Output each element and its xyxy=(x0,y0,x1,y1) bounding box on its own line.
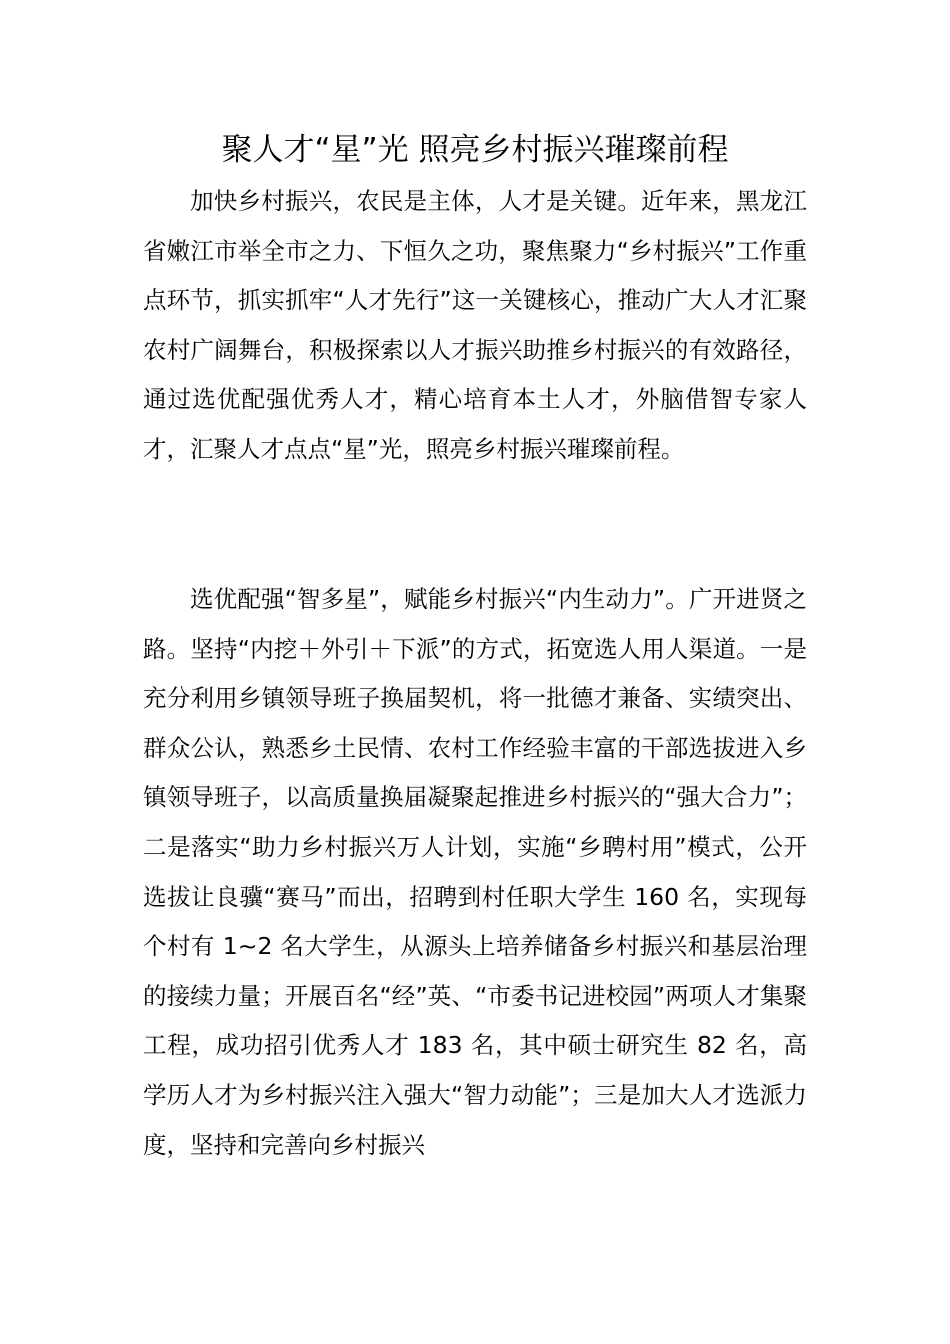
document-title: 聚人才“星”光 照亮乡村振兴璀璨前程 xyxy=(221,132,729,168)
paragraph-talent-selection: 选优配强“智多星”，赋能乡村振兴“内生动力”。广开进贤之路。坚持“内挖＋外引＋下派”的方式，拓宽选人用人渠道。一是充分利用乡镇领导班子换届契机，将一批德才兼备、实绩突出、群众公认，熟悉乡土民情、农村工作经验丰富的干部选拔进入乡镇领导班子，以高质量换届凝聚起推进乡村振兴的“强大合力”；二是落实“助力乡村振兴万人计划，实施“乡聘村用”模式，公开选拔让良骥“赛马”而出，招聘到村任职大学生 160 名，实现每个村有 1~2 名大学生，从源头上培养储备乡村振兴和基层治理的接续力量；开展百名“经”英、“市委书记进校园”两项人才集聚工程，成功招引优秀人才 183 名，其中硕士研究生 82 名，高学历人才为乡村振兴注入强大“智力动能”；三是加大人才选派力度，坚持和完善向乡村振兴 xyxy=(143,585,807,1159)
paragraph-intro: 加快乡村振兴，农民是主体，人才是关键。近年来，黑龙江省嫩江市举全市之力、下恒久之功，聚焦聚力“乡村振兴”工作重点环节，抓实抓牢“人才先行”这一关键核心，推动广大人才汇聚农村广阔舞台，积极探索以人才振兴助推乡村振兴的有效路径，通过选优配强优秀人才，精心培育本土人才，外脑借智专家人才，汇聚人才点点“星”光，照亮乡村振兴璀璨前程。 xyxy=(143,187,807,463)
